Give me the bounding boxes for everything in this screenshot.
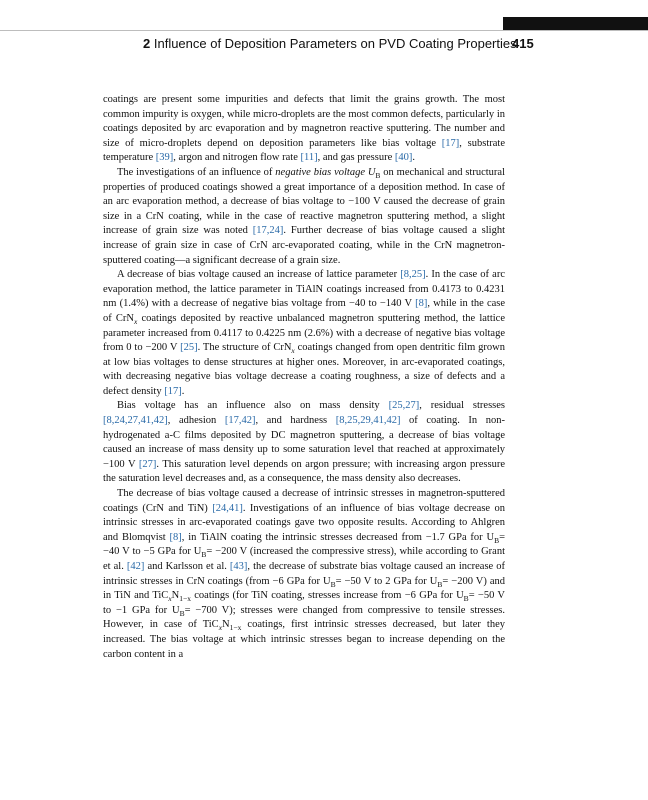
citation-link[interactable]: [8,24,27,41,42] xyxy=(103,415,168,427)
text-run: , in TiAlN coating the intrinsic stresses decreased from −1.7 GPa for U xyxy=(181,531,495,543)
text-run: , while in the case of CrN xyxy=(103,298,506,324)
citation-link[interactable]: [17] xyxy=(164,385,182,397)
text-run: of coating. In non-hydrogenated a-C films deposited by DC magnetron sputtering, a decrease of bias voltage caused an increase of mass density up to some saturation level that reached at approximately −100 V xyxy=(103,415,505,470)
text-run: = −40 V to −5 GPa for U xyxy=(103,531,505,558)
text-run: = −50 V to −1 GPa for U xyxy=(103,590,505,616)
paragraph-4 xyxy=(103,399,505,487)
text-run: N xyxy=(171,590,180,602)
text-run: , and gas pressure xyxy=(317,152,395,164)
subscript: x xyxy=(218,623,223,633)
subscript: x xyxy=(291,346,295,356)
subscript: B xyxy=(494,535,500,545)
text-run: . xyxy=(412,152,416,164)
citation-link[interactable]: [8,25,29,41,42] xyxy=(335,415,401,427)
text-run: coatings (for TiN coating, stresses increase from −6 GPa for U xyxy=(190,590,464,602)
paragraph-2 xyxy=(103,166,505,268)
text-run: , substrate temperature xyxy=(103,137,506,164)
subscript: B xyxy=(201,550,207,560)
citation-link[interactable]: [43] xyxy=(229,561,248,572)
text-run: = −700 V); stresses were changed from compressive to tensile stresses. However, in case of TiC xyxy=(103,604,505,631)
citation-link[interactable]: [17,24] xyxy=(252,225,284,237)
subscript: x xyxy=(168,594,172,604)
text-run: coatings, first intrinsic stresses decreased, but later they increased. The bias voltage at which intrinsic stresses began to increase depending on the carbon content in a xyxy=(103,619,505,660)
header-bar xyxy=(503,17,648,30)
text-run: . In the case of arc evaporation method, the lattice parameter in TiAlN coatings increased from 0.4173 to 0.4231 nm (1.4%) with a decrease of negative bias voltage from −40 to −140 V xyxy=(103,269,505,310)
citation-link[interactable]: [25] xyxy=(180,342,198,354)
text-run: on mechanical and structural properties of produced coatings showed a great importance of a deposition method. In case of an arc evaporation method, a decrease of bias voltage to −100 V caused the decrease of grain size in a CrN coating, while in the case of reactive magnetron sputtering method, a slight increase of grain size was noted xyxy=(103,166,505,237)
citation-link[interactable]: [11] xyxy=(300,152,318,164)
subscript: x xyxy=(133,317,138,326)
citation-link[interactable]: [27] xyxy=(138,458,157,470)
citation-link[interactable]: [17] xyxy=(441,137,460,149)
text-run: , and hardness xyxy=(255,415,336,427)
citation-link[interactable]: [8,25] xyxy=(400,269,426,281)
text-run: , adhesion xyxy=(167,415,225,427)
text-run: . Further decrease of bias voltage caused a slight increase of grain size in case of CrN arc-evaporated coating, while in the CrN magnetron-sputtered coating—a significant decrease of a grain size. xyxy=(103,225,505,266)
subscript: B xyxy=(330,579,336,589)
chapter-number: 2 xyxy=(143,36,151,51)
text-run: . This saturation level depends on argon pressure; with increasing argon pressure the saturation level decreases and, as a consequence, the mass density also decreases. xyxy=(103,458,505,485)
header-rule xyxy=(0,30,648,31)
text-run: = −200 V) and in TiN and TiC xyxy=(103,575,505,602)
paragraph-1 xyxy=(103,93,505,166)
subscript: 1−x xyxy=(229,623,242,633)
text-run: coatings deposited by reactive unbalanced magnetron sputtering method, the lattice parameter increased from 0.4117 to 0.4225 nm (2.6%) with a decrease of negative bias voltage from 0 to −200 V xyxy=(103,312,505,354)
citation-link[interactable]: [8] xyxy=(169,531,182,543)
text-run: The investigations of an influence of xyxy=(117,166,276,178)
text-run: Bias voltage has an influence also on mass density xyxy=(117,400,389,412)
paragraph-3 xyxy=(103,268,505,399)
text-run: . The structure of CrN xyxy=(197,342,292,354)
text-run: = −50 V to 2 GPa for U xyxy=(335,575,438,587)
subscript: 1−x xyxy=(179,594,191,604)
body-text xyxy=(103,93,505,662)
citation-link[interactable]: [40] xyxy=(394,152,413,164)
text-run: and Karlsson et al. xyxy=(144,561,230,572)
paragraph-5 xyxy=(103,487,505,662)
text-run: , residual stresses xyxy=(419,400,505,412)
running-title: Influence of Deposition Parameters on PVD Coating Properties xyxy=(153,36,517,51)
citation-link[interactable]: [25,27] xyxy=(388,400,420,412)
text-run: N xyxy=(222,619,230,631)
text-run: , argon and nitrogen flow rate xyxy=(173,152,301,164)
text-run: = −200 V (increased the compressive stress), while according to Grant et al. xyxy=(103,546,506,572)
subscript: B xyxy=(437,579,443,589)
page-number: 415 xyxy=(512,36,534,51)
italic-term: negative bias voltage U xyxy=(275,166,376,178)
text-run: coatings changed from open dentritic film grown at low bias voltages to dense structures at higher ones. Moreover, in arc-evaporated coatings, with decreasing negative bias voltage decrease a coating roughness, a size of defects and a defect density xyxy=(103,342,506,397)
citation-link[interactable]: [42] xyxy=(126,561,145,572)
text-run: A decrease of bias voltage caused an increase of lattice parameter xyxy=(117,269,401,281)
running-head xyxy=(143,36,517,51)
subscript: B xyxy=(463,594,469,604)
text-run: . xyxy=(181,385,185,397)
subscript: B xyxy=(179,608,185,618)
citation-link[interactable]: [17,42] xyxy=(224,415,256,427)
subscript: B xyxy=(375,171,381,181)
text-run: The decrease of bias voltage caused a decrease of intrinsic stresses in magnetron-sputtered coatings (CrN and TiN) xyxy=(103,488,505,514)
citation-link[interactable]: [24,41] xyxy=(212,502,243,514)
citation-link[interactable]: [39] xyxy=(155,152,174,164)
text-run: . Investigations of an influence of bias voltage decrease on intrinsic stresses in arc-evaporated coatings gave two opposite results. According to Ahlgren and Blomqvist xyxy=(103,502,505,543)
text-run: coatings are present some impurities and defects that limit the grains growth. The most common impurity is oxygen, while micro-droplets are the most common defects, particularly in coatings deposited by arc evaporation and by magnetron reactive sputtering. The number and size of micro-droplets depend on deposition parameters like bias voltage xyxy=(103,94,505,149)
text-run: , the decrease of substrate bias voltage caused an increase of intrinsic stresses in CrN coatings (from −6 GPa for U xyxy=(103,561,506,587)
citation-link[interactable]: [8] xyxy=(415,298,428,310)
